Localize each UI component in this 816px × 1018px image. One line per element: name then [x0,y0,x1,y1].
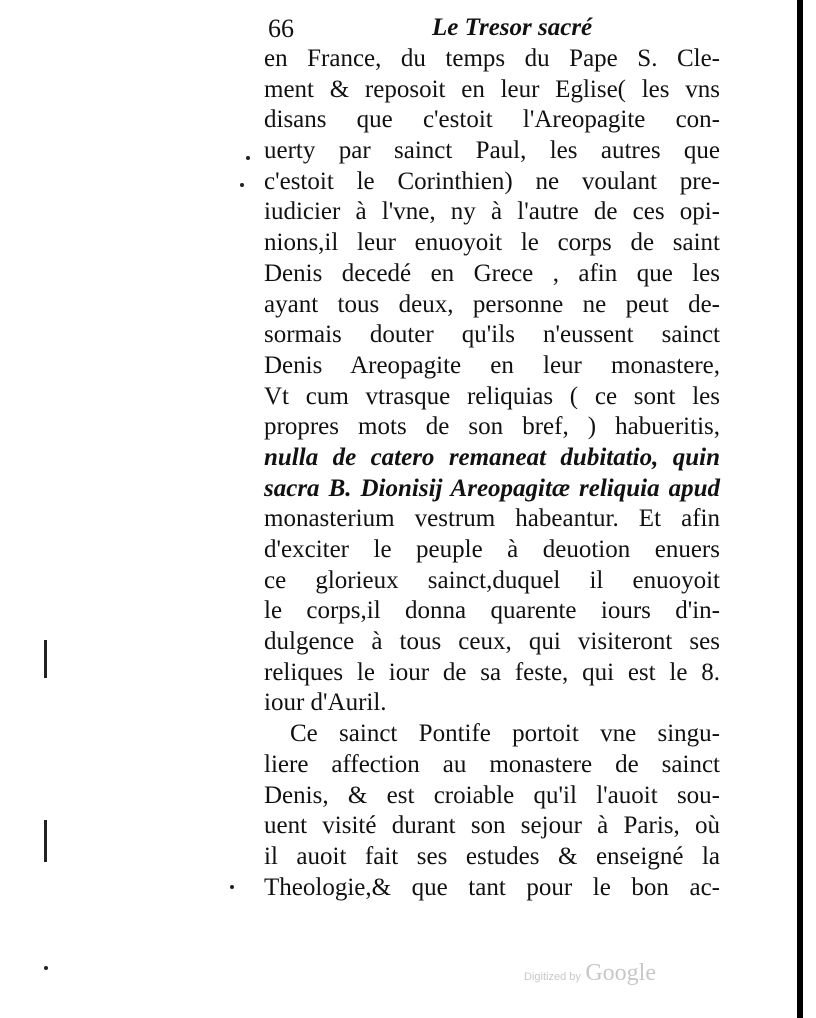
text-line: ce glorieux sainct,duquel il enuoyoit [264,566,720,594]
text-line: iudicier à l'vne, ny à l'autre de ces opi- [264,198,720,226]
text-line: dulgence à tous ceux, qui visiteront ses [264,628,720,656]
text-line: ment & reposoit en leur Eglise( les vns [264,75,720,103]
running-title: Le Tresor sacré [432,14,593,41]
text-line: reliques le iour de sa feste, qui est le 8. [264,658,720,686]
margin-mark [44,966,48,970]
text-line: uerty par sainct Paul, les autres que [264,137,720,165]
text-line: disans que c'estoit l'Areopagite con- [264,106,720,134]
watermark-brand: Google [585,960,656,986]
latin-quote-line: nulla de catero remaneat dubitatio, quin [264,443,720,471]
text-line: c'estoit le Corinthien) ne voulant pre- [264,167,720,195]
margin-mark [44,640,47,678]
text-line: le corps,il donna quarente iours d'in- [264,597,720,625]
margin-mark [240,183,244,187]
text-line: liere affection au monastere de sainct [264,750,720,778]
paragraph-start-line: Ce sainct Pontife portoit vne singu- [290,720,720,748]
text-line: sormais douter qu'ils n'eussent sainct [264,321,720,349]
margin-mark [230,885,234,889]
page-number: 66 [268,14,294,43]
text-line: Theologie,& que tant pour le bon ac- [264,873,720,901]
page-edge-shadow [797,0,803,1018]
text-line: d'exciter le peuple à deuotion enuers [264,536,720,563]
digitized-watermark [524,960,656,987]
latin-quote-line: sacra B. Dionisij Areopagitæ reliquia apud [264,474,720,502]
text-line: Denis Areopagite en leur monastere, [264,351,720,379]
margin-mark [44,820,47,862]
text-line: uent visité durant son sejour à Paris, où [264,812,720,840]
watermark-prefix: Digitized by [524,971,581,983]
text-line: Vt cum vtrasque reliquias ( ce sont les [264,382,720,410]
body-text [264,44,720,903]
margin-mark [246,156,250,160]
text-line: nions,il leur enuoyoit le corps de saint [264,229,720,257]
text-line: Denis decedé en Grece , afin que les [264,259,720,287]
text-line: en France, du temps du Pape S. Cle- [264,45,720,72]
text-line: ayant tous deux, personne ne peut de- [264,290,720,318]
text-line: monasterium vestrum habeantur. Et afin [264,505,720,533]
text-line: il auoit fait ses estudes & enseigné la [264,842,720,870]
text-line: Denis, & est croiable qu'il l'auoit sou- [264,781,720,809]
paragraph-end-line: iour d'Auril. [264,689,387,717]
text-line: propres mots de son bref, ) habueritis, [264,413,720,441]
